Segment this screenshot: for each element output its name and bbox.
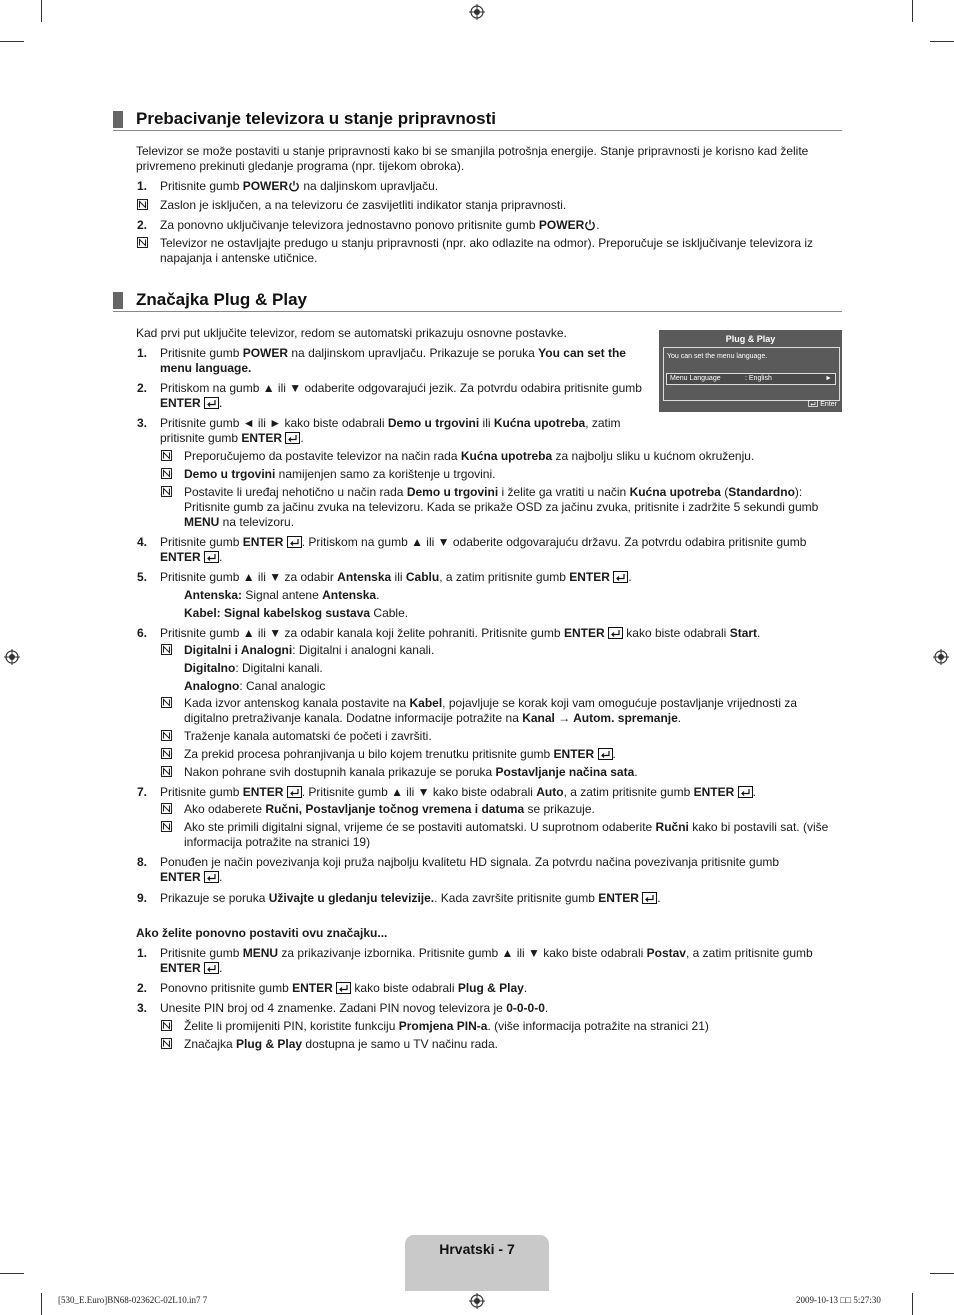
sub-item-text: Digitalno: Digitalni kanali. [184,661,323,675]
step-number: 3. [137,1001,148,1015]
note-text: Za prekid procesa pohranjivanja u bilo kojem trenutku pritisnite gumb ENTER . [184,747,616,761]
registration-mark-icon [933,649,949,665]
section-heading-standby [113,110,842,131]
step-number: 7. [137,785,148,799]
note-text: Ako odaberete Ručni, Postavljanje točnog vremena i datuma se prikazuje. [184,802,595,816]
note-icon [161,644,172,655]
note-icon [161,766,172,777]
note-icon [161,486,172,497]
step-text: Pritiskom na gumb ▲ ili ▼ odaberite odgovarajući jezik. Za potvrdu odabira pritisnite gumb ENTER . [160,381,642,410]
step-number: 5. [137,570,148,584]
crop-mark [912,1293,913,1315]
enter-icon [613,571,628,583]
step-text: Pritisnite gumb MENU za prikazivanje izbornika. Pritisnite gumb ▲ ili ▼ kako biste odabrali Postav, a zatim pritisnite gumb ENTER . [160,946,813,975]
step-text: Ponovno pritisnite gumb ENTER kako biste odabrali Plug & Play. [160,981,528,995]
crop-mark [41,0,42,22]
page-number-tab [405,1235,549,1291]
sub-item-text: Analogno: Canal analogic [184,679,326,693]
note-icon [161,468,172,479]
step-number: 1. [137,179,148,193]
note-icon [161,821,172,832]
note-text: Značajka Plug & Play dostupna je samo u TV načinu rada. [184,1037,498,1051]
step-text: Pritisnite gumb ◄ ili ► kako biste odabrali Demo u trgovini ili Kućna upotreba, zatim pritisnite gumb ENTER . [160,416,621,445]
intro-paragraph: Televizor se može postaviti u stanje pripravnosti kako bi se smanjila potrošnja energije. Stanje pripravnosti je korisno kad želite privremeno prekinuti gledanje programa (npr. tijekom obroka). [136,144,809,173]
sub-item-text: Antenska: Signal antene Antenska. [184,588,380,602]
subsection-title: Ako želite ponovno postaviti ovu značajku... [136,926,388,940]
note-icon [161,803,172,814]
step-number: 1. [137,346,148,360]
section-title: Prebacivanje televizora u stanje pripravnosti [136,109,496,128]
note-icon [161,1038,172,1049]
enter-icon [808,400,818,407]
osd-plug-and-play-screen [659,330,842,412]
note-text: Demo u trgovini namijenjen samo za korištenje u trgovini. [184,467,496,481]
note-text: Televizor ne ostavljajte predugo u stanju pripravnosti (npr. ako odlazite na odmor). Preporučuje se isključivanje televizora iz napajanja i antenske utičnice. [160,236,814,265]
crop-mark [930,1273,954,1274]
step-text: Pritisnite gumb POWER na daljinskom upravljaču. [160,179,439,193]
step-text: Pritisnite gumb ▲ ili ▼ za odabir kanala koji želite pohraniti. Pritisnite gumb ENTER kako biste odabrali Start. [160,626,761,640]
note-text: Zaslon je isključen, a na televizoru će zasvijetliti indikator stanja pripravnosti. [160,198,567,212]
enter-icon [598,748,613,760]
section-title: Značajka Plug & Play [136,290,308,309]
power-icon [288,180,300,192]
crop-mark [930,41,954,42]
osd-message: You can set the menu language. [667,353,768,360]
heading-bar [113,111,123,128]
section-heading-plug-and-play [113,291,842,312]
step-number: 4. [137,535,148,549]
note-icon [161,1020,172,1031]
registration-mark-icon [469,1293,485,1309]
arrow-right-icon: ► [825,375,832,382]
step-number: 2. [137,381,148,395]
registration-mark-icon [4,649,20,665]
step-text: Ponuđen je način povezivanja koji pruža najbolju kvalitetu HD signala. Za potvrdu načina povezivanja pritisnite gumb ENTER . [160,855,780,884]
power-icon [584,219,596,231]
enter-icon [287,536,302,548]
note-icon [161,450,172,461]
step-number: 8. [137,855,148,869]
crop-mark [912,0,913,22]
note-text: Ako ste primili digitalni signal, vrijeme će se postaviti automatski. U suprotnom odaberite Ručni kako bi postavili sat. (više informacija potražite na stranici 19) [184,820,829,849]
enter-icon [204,962,219,974]
osd-menu-language-row[interactable] [666,373,836,385]
enter-icon [287,786,302,798]
step-text: Pritisnite gumb POWER na daljinskom upravljaču. Prikazuje se poruka You can set the menu language. [160,346,626,375]
step-text: Unesite PIN broj od 4 znamenke. Zadani PIN novog televizora je 0-0-0-0. [160,1001,549,1015]
enter-icon [204,551,219,563]
note-icon [137,199,148,210]
step-text: Za ponovno uključivanje televizora jednostavno ponovo pritisnite gumb POWER . [160,218,600,232]
step-number: 6. [137,626,148,640]
enter-icon [204,871,219,883]
enter-icon [642,892,657,904]
enter-icon [608,627,623,639]
enter-icon [336,982,351,994]
osd-panel [663,347,840,401]
crop-mark [0,41,24,42]
enter-icon [738,786,753,798]
note-icon [161,730,172,741]
step-text: Prikazuje se poruka Uživajte u gledanju televizije.. Kada završite pritisnite gumb ENTER . [160,891,661,905]
osd-row-value: : English [745,375,772,382]
heading-bar [113,292,123,309]
osd-row-label: Menu Language [670,375,721,382]
note-text: Želite li promijeniti PIN, koristite funkciju Promjena PIN-a. (više informacija potražite na stranici 21) [184,1019,709,1033]
enter-icon [204,397,219,409]
print-slug-right: 2009-10-13 □□ 5:27:30 [796,1295,881,1305]
osd-enter-hint: Enter [808,400,837,409]
note-icon [161,748,172,759]
page-label: Hrvatski - 7 [439,1241,515,1257]
note-text: Nakon pohrane svih dostupnih kanala prikazuje se poruka Postavljanje načina sata. [184,765,638,779]
intro-paragraph: Kad prvi put uključite televizor, redom se automatski prikazuju osnovne postavke. [136,326,567,340]
step-number: 3. [137,416,148,430]
step-number: 2. [137,981,148,995]
crop-mark [41,1293,42,1315]
step-number: 1. [137,946,148,960]
print-slug-left: [530_E.Euro]BN68-02362C-02L10.in7 7 [58,1295,208,1305]
step-text: Pritisnite gumb ENTER . Pritisnite gumb ▲ ili ▼ kako biste odabrali Auto, a zatim pritisnite gumb ENTER . [160,785,756,799]
osd-title: Plug & Play [725,334,776,344]
crop-mark [0,1273,24,1274]
note-text: Traženje kanala automatski će početi i završiti. [184,729,432,743]
note-text: Postavite li uređaj nehotično u način rada Demo u trgovini i želite ga vratiti u način Kućna upotreba (Standardno): Pritisnite gumb za jačinu zvuka na televizoru. Kada se prikaže OSD za jačinu zvuka, pritisnite i zadržite 5 sekundi gumb MENU na televizoru. [184,485,819,529]
step-text: Pritisnite gumb ▲ ili ▼ za odabir Antenska ili Cablu, a zatim pritisnite gumb ENTER . [160,570,632,584]
sub-item-text: Kabel: Signal kabelskog sustava Cable. [184,606,409,620]
step-text: Pritisnite gumb ENTER . Pritiskom na gumb ▲ ili ▼ odaberite odgovarajuću državu. Za potvrdu odabira pritisnite gumb ENTER . [160,535,807,564]
note-text: Preporučujemo da postavite televizor na način rada Kućna upotreba za najbolju sliku u kućnom okruženju. [184,449,755,463]
note-text: Kada izvor antenskog kanala postavite na Kabel, pojavljuje se korak koji vam omogućuje postavljanje vrijednosti za digitalno pretraživanje kanala. Dodatne informacije potražite na Kanal → Autom. spremanje. [184,696,798,725]
registration-mark-icon [469,4,485,20]
step-number: 9. [137,891,148,905]
enter-icon [285,432,300,444]
note-icon [161,697,172,708]
note-icon [137,237,148,248]
note-text: Digitalni i Analogni: Digitalni i analogni kanali. [184,643,435,657]
step-number: 2. [137,218,148,232]
